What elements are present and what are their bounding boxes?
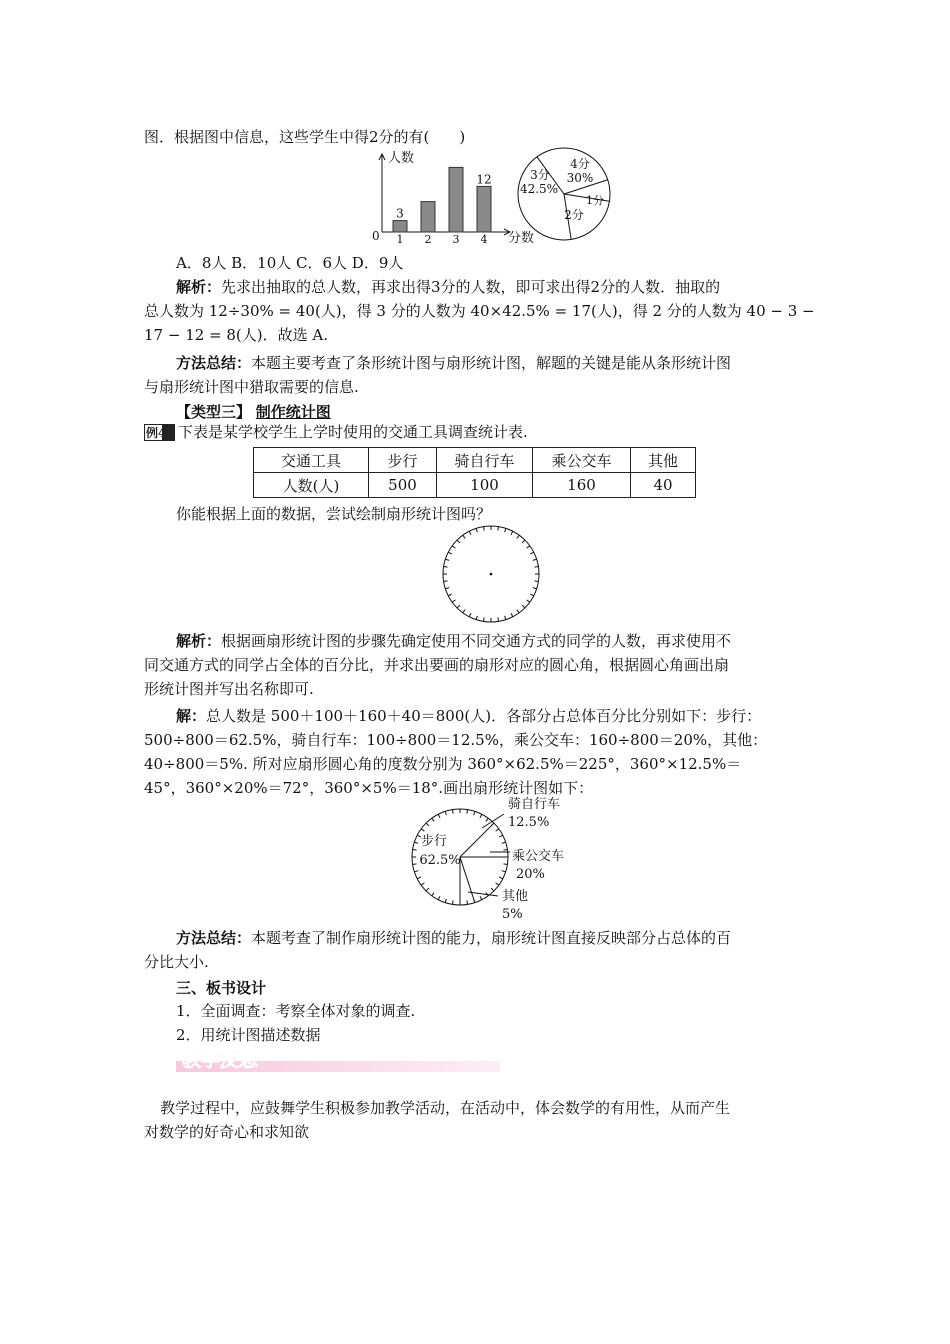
- table-cell: 500: [369, 473, 437, 498]
- reflection-banner-text: 教学反思: [182, 1049, 259, 1071]
- circle-tick: [483, 527, 484, 531]
- example-tag-label: 例4: [146, 426, 167, 440]
- score-pie-chart: [514, 146, 614, 246]
- question-intro: 图．根据图中信息，这些学生中得2分的有( ): [144, 128, 466, 146]
- circle-tick: [534, 566, 538, 567]
- example-text: 下表是某学校学生上学时使用的交通工具调查统计表.: [178, 423, 528, 441]
- solution-line-4: 45°，360°×20%＝72°，360°×5%＝18°.画出扇形统计图如下：: [144, 779, 594, 797]
- table-cell: 步行: [369, 448, 437, 473]
- example-tag-icon: [144, 424, 175, 441]
- pie-tick: [503, 864, 507, 865]
- score-pie-label-4: 4分: [570, 157, 590, 171]
- circle-tick: [444, 581, 448, 582]
- solution-line-2: 500÷800＝62.5%，骑自行车：100÷800＝12.5%，乘公交车：160÷800＝20%，其他：: [144, 731, 768, 749]
- pie-value-bicycle: 12.5%: [508, 815, 550, 830]
- transport-table: [253, 447, 696, 498]
- analysis2-text-1: 根据画扇形统计图的步骤先确定使用不同交通方式的同学的人数，再求使用不: [221, 632, 732, 650]
- summary2-line-2: 分比大小.: [144, 953, 209, 971]
- bar: [449, 167, 463, 232]
- bar-x-label: 分数: [508, 231, 535, 246]
- table-cell: 人数(人): [254, 473, 369, 498]
- bar-y-label: 人数: [388, 151, 415, 166]
- analysis2-label: 解析：: [176, 632, 222, 650]
- summary2-text-1: 本题考查了制作扇形统计图的能力，扇形统计图直接反映部分占总体的百: [251, 929, 732, 947]
- solution-line-1: [176, 705, 761, 727]
- analysis2-line-3: 形统计图并写出名称即可.: [144, 680, 314, 698]
- transport-pie-chart: [400, 792, 600, 922]
- table-cell: 乘公交车: [533, 448, 631, 473]
- bar: [393, 221, 407, 232]
- bar: [477, 186, 491, 232]
- reflection-line-1: 教学过程中，应鼓舞学生积极参加教学活动，在活动中，体会数学的有用性，从而产生: [160, 1099, 731, 1117]
- bar: [421, 202, 435, 232]
- blank-circle-template: [440, 523, 542, 625]
- pie-label-bus: 乘公交车: [512, 849, 565, 864]
- bar-data-label: 3: [396, 206, 404, 221]
- pie-label-bicycle: 骑自行车: [508, 797, 561, 812]
- type3-title: 制作统计图: [255, 403, 331, 421]
- reflection-line-2: 对数学的好奇心和求知欲: [144, 1123, 310, 1141]
- pie-value-walk: 62.5%: [419, 853, 461, 868]
- analysis2-line-1: [176, 630, 731, 652]
- table-cell: 其他: [631, 448, 696, 473]
- pie-tick: [452, 900, 453, 904]
- analysis-line-3: 17 − 12 = 8(人)．故选 A.: [144, 326, 328, 344]
- answer-options: A．8人 B．10人 C．6人 D．9人: [176, 254, 404, 272]
- score-pie-value-3: 42.5%: [519, 182, 559, 196]
- type3-bracket: 【类型三】: [176, 403, 252, 421]
- table-cell: 骑自行车: [437, 448, 533, 473]
- pie-tick: [467, 810, 468, 814]
- circle-tick: [534, 581, 538, 582]
- bar-chart: [360, 148, 540, 248]
- table-cell: 160: [533, 473, 631, 498]
- summary-text-1: 本题主要考查了条形统计图与扇形统计图，解题的关键是能从条形统计图: [251, 354, 732, 372]
- board-item-2: 2．用统计图描述数据: [176, 1026, 321, 1044]
- circle-tick: [498, 527, 499, 531]
- solution-text-1: 总人数是 500＋100＋160＋40＝800(人)．各部分占总体百分比分别如下：步行：: [206, 707, 762, 725]
- summary-line-1: [176, 352, 731, 374]
- analysis2-line-2: 同交通方式的同学占全体的百分比，并求出要画的扇形对应的圆心角，根据圆心角画出扇: [144, 656, 730, 674]
- pie-tick: [413, 849, 417, 850]
- circle-center-dot: [490, 573, 493, 576]
- analysis-label: 解析：: [176, 278, 222, 296]
- summary2-line-1: [176, 927, 731, 949]
- table-row: [254, 473, 696, 498]
- solution-line-3: 40÷800＝5%. 所对应扇形圆心角的度数分别为 360°×62.5%＝225°，360°×12.5%＝: [144, 755, 742, 773]
- bar-tick-label: 2: [424, 233, 432, 246]
- table-header-row: [254, 448, 696, 473]
- pie-value-bus: 20%: [516, 867, 545, 882]
- bar-origin-label: 0: [372, 229, 380, 243]
- analysis-line-2: 总人数为 12÷30% = 40(人)，得 3 分的人数为 40×42.5% = 17(人)，得 2 分的人数为 40 − 3 −: [144, 302, 815, 320]
- board-item-1: 1．全面调查：考察全体对象的调查.: [176, 1002, 416, 1020]
- pie-tick: [452, 810, 453, 814]
- analysis-text-1: 先求出抽取的总人数，再求出得3分的人数，即可求出得2分的人数．抽取的: [221, 278, 721, 296]
- bar-tick-label: 1: [396, 233, 404, 246]
- table-cell: 交通工具: [254, 448, 369, 473]
- pie-value-other: 5%: [502, 907, 523, 922]
- type3-heading: [176, 401, 331, 423]
- table-cell: 100: [437, 473, 533, 498]
- table-cell: 40: [631, 473, 696, 498]
- summary-label: 方法总结：: [176, 354, 252, 372]
- summary2-label: 方法总结：: [176, 929, 252, 947]
- score-pie-value-4: 30%: [566, 171, 594, 185]
- summary-line-2: 与扇形统计图中猎取需要的信息.: [144, 378, 359, 396]
- circle-tick: [483, 617, 484, 621]
- score-pie-label-1: 1分: [586, 194, 604, 207]
- pie-label-other: 其他: [502, 889, 529, 904]
- pie-tick: [413, 864, 417, 865]
- pie-tick: [503, 849, 507, 850]
- circle-tick: [498, 617, 499, 621]
- question-text: 你能根据上面的数据，尝试绘制扇形统计图吗？: [176, 505, 492, 523]
- pie-label-walk: 步行: [420, 834, 448, 849]
- pie-tick: [467, 900, 468, 904]
- bar-data-label: 12: [476, 172, 492, 187]
- solution-label: 解：: [176, 707, 207, 725]
- reflection-banner: [176, 1045, 500, 1075]
- score-pie-label-2: 2分: [564, 208, 584, 222]
- circle-tick: [444, 566, 448, 567]
- analysis-line-1: [176, 276, 804, 298]
- board-heading: 三、板书设计: [176, 979, 267, 997]
- score-pie-label-3: 3分: [530, 168, 550, 182]
- bar-tick-label: 3: [452, 233, 460, 246]
- bar-tick-label: 4: [480, 233, 488, 246]
